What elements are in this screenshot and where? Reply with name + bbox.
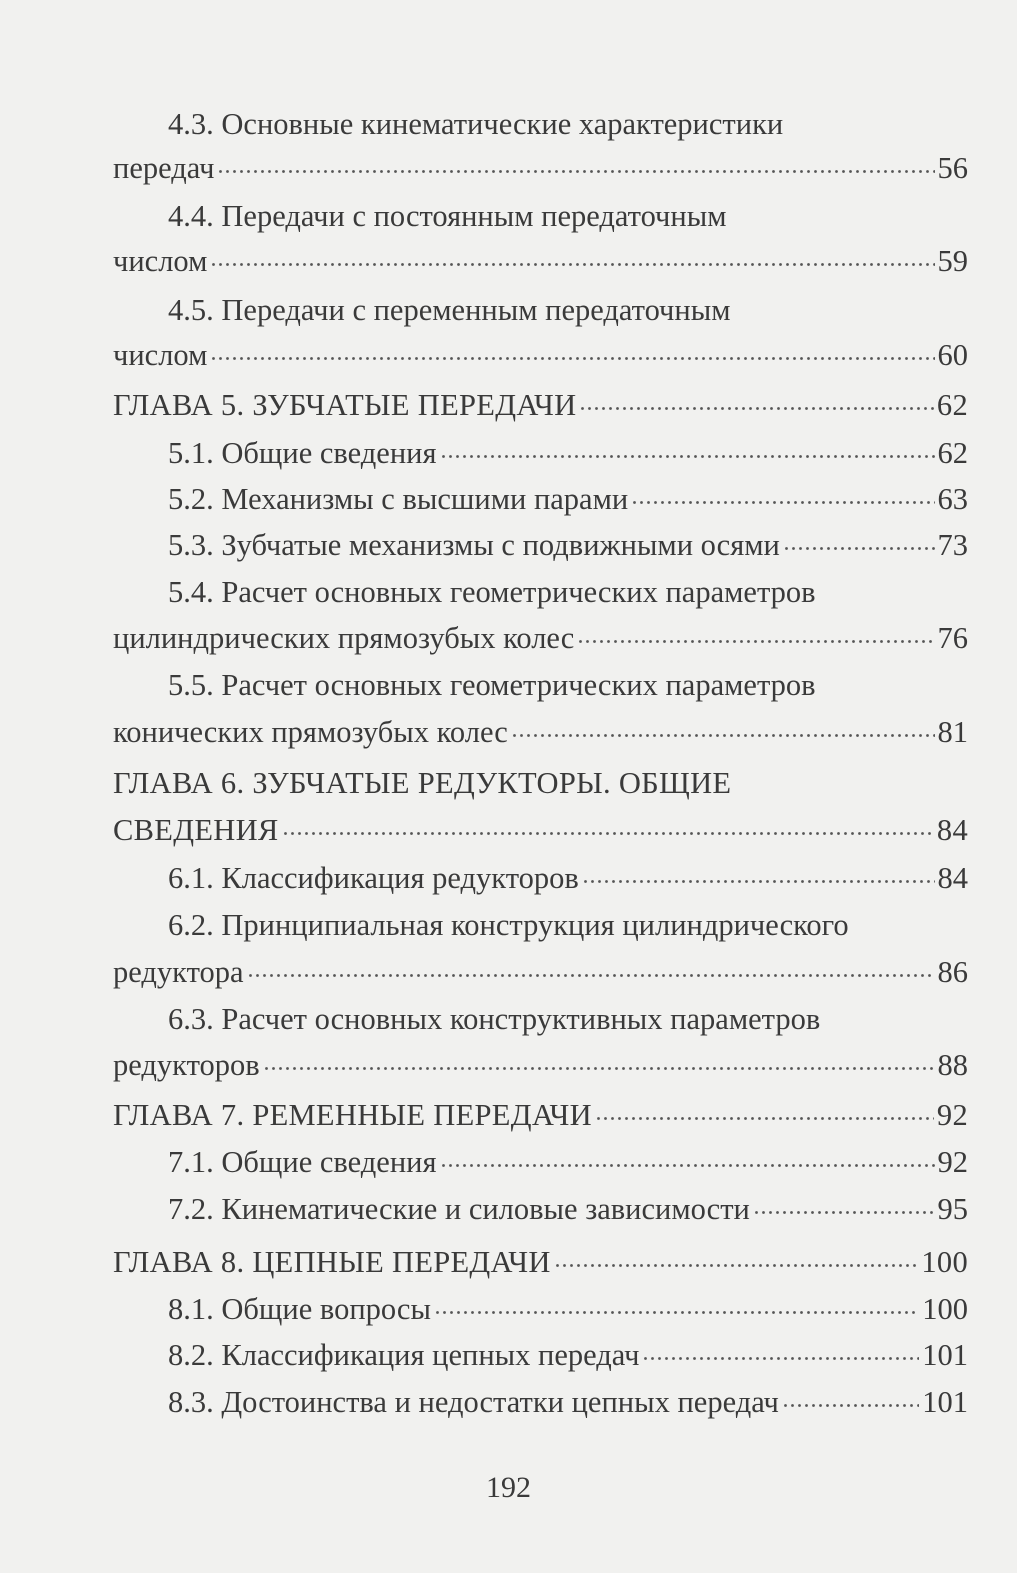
toc-entry-4-4 bbox=[168, 196, 968, 236]
toc-entry-text: 8.3. Достоинства и недостатки цепных передач bbox=[168, 1385, 779, 1419]
toc-entry-text: 7.2. Кинематические и силовые зависимости bbox=[168, 1192, 750, 1226]
toc-page-number: 81 bbox=[937, 715, 968, 749]
toc-entry-text: 6.2. Принципиальная конструкция цилиндрического bbox=[168, 908, 849, 942]
toc-entry-text: конических прямозубых колес bbox=[113, 715, 508, 749]
dot-leader bbox=[434, 1289, 919, 1319]
toc-entry-text: числом bbox=[113, 244, 208, 278]
toc-chapter-6 bbox=[113, 763, 968, 803]
toc-page-number: 60 bbox=[937, 338, 968, 372]
dot-leader bbox=[579, 385, 933, 415]
dot-leader bbox=[282, 810, 934, 840]
dot-leader bbox=[511, 712, 935, 742]
toc-entry-text: передач bbox=[113, 151, 215, 185]
dot-leader bbox=[642, 1335, 919, 1365]
toc-entry-text: ГЛАВА 5. ЗУБЧАТЫЕ ПЕРЕДАЧИ bbox=[113, 388, 577, 422]
toc-page-number: 86 bbox=[937, 955, 968, 989]
dot-leader bbox=[440, 433, 935, 463]
toc-page-number: 95 bbox=[937, 1192, 968, 1226]
dot-leader bbox=[595, 1095, 934, 1125]
toc-entry-text: ГЛАВА 6. ЗУБЧАТЫЕ РЕДУКТОРЫ. ОБЩИЕ bbox=[113, 766, 732, 800]
toc-entry-text: 5.2. Механизмы с высшими парами bbox=[168, 482, 629, 516]
toc-entry-text: редуктора bbox=[113, 955, 244, 989]
toc-entry-4-5 bbox=[168, 290, 968, 330]
toc-entry-text: числом bbox=[113, 338, 208, 372]
toc-entry-5-1 bbox=[168, 433, 968, 473]
dot-leader bbox=[440, 1142, 935, 1172]
toc-page-number: 92 bbox=[936, 1098, 968, 1132]
dot-leader bbox=[577, 618, 934, 648]
toc-entry-text: ГЛАВА 8. ЦЕПНЫЕ ПЕРЕДАЧИ bbox=[113, 1245, 551, 1279]
toc-page-number: 76 bbox=[937, 621, 968, 655]
toc-entry-text: 4.3. Основные кинематические характеристики bbox=[168, 107, 784, 141]
toc-entry-4-3 bbox=[168, 104, 968, 144]
toc-chapter-8 bbox=[113, 1242, 968, 1282]
toc-entry-text: 6.3. Расчет основных конструктивных параметров bbox=[168, 1002, 821, 1036]
toc-entry-5-4-cont bbox=[113, 618, 968, 658]
toc-entry-text: 5.3. Зубчатые механизмы с подвижными осями bbox=[168, 528, 780, 562]
toc-entry-8-1 bbox=[168, 1289, 968, 1329]
dot-leader bbox=[210, 241, 934, 271]
toc-entry-text: 6.1. Классификация редукторов bbox=[168, 861, 579, 895]
toc-entry-6-1 bbox=[168, 858, 968, 898]
toc-entry-text: 5.5. Расчет основных геометрических параметров bbox=[168, 668, 816, 702]
toc-page-number: 56 bbox=[937, 151, 968, 185]
dot-leader bbox=[554, 1242, 919, 1272]
toc-page-number: 101 bbox=[922, 1338, 968, 1372]
toc-entry-5-4 bbox=[168, 572, 968, 612]
toc-page-number: 84 bbox=[936, 813, 968, 847]
toc-page-number: 73 bbox=[937, 528, 968, 562]
toc-entry-text: 7.1. Общие сведения bbox=[168, 1145, 437, 1179]
toc-entry-text: ГЛАВА 7. РЕМЕННЫЕ ПЕРЕДАЧИ bbox=[113, 1098, 592, 1132]
toc-entry-7-1 bbox=[168, 1142, 968, 1182]
toc-entry-text: 5.1. Общие сведения bbox=[168, 436, 437, 470]
page-number: 192 bbox=[486, 1471, 531, 1504]
toc-page-number: 88 bbox=[937, 1048, 968, 1082]
toc-entry-text: 4.5. Передачи с переменным передаточным bbox=[168, 293, 731, 327]
toc-page-number: 101 bbox=[922, 1385, 968, 1419]
dot-leader bbox=[247, 952, 935, 982]
toc-entry-8-3 bbox=[168, 1382, 968, 1422]
toc-entry-4-3-cont bbox=[113, 148, 968, 188]
dot-leader bbox=[783, 525, 935, 555]
toc-page-number: 62 bbox=[936, 388, 968, 422]
toc-page-number: 59 bbox=[937, 244, 968, 278]
toc-entry-text: редукторов bbox=[113, 1048, 260, 1082]
toc-entry-text: 4.4. Передачи с постоянным передаточным bbox=[168, 199, 727, 233]
toc-page-number: 100 bbox=[922, 1292, 968, 1326]
toc-entry-8-2 bbox=[168, 1335, 968, 1375]
toc-entry-text: 8.1. Общие вопросы bbox=[168, 1292, 431, 1326]
dot-leader bbox=[217, 148, 934, 178]
toc-entry-6-2-cont bbox=[113, 952, 968, 992]
dot-leader bbox=[782, 1382, 919, 1412]
toc-entry-6-2 bbox=[168, 905, 968, 945]
dot-leader bbox=[582, 858, 935, 888]
toc-entry-6-3 bbox=[168, 999, 968, 1039]
toc-chapter-6-cont bbox=[113, 810, 968, 850]
toc-page-number: 62 bbox=[937, 436, 968, 470]
dot-leader bbox=[631, 479, 934, 509]
toc-entry-text: СВЕДЕНИЯ bbox=[113, 813, 279, 847]
dot-leader bbox=[263, 1045, 935, 1075]
toc-entry-text: цилиндрических прямозубых колес bbox=[113, 621, 575, 655]
toc-entry-5-5-cont bbox=[113, 712, 968, 752]
toc-page-number: 92 bbox=[937, 1145, 968, 1179]
toc-entry-4-4-cont bbox=[113, 241, 968, 281]
toc-entry-6-3-cont bbox=[113, 1045, 968, 1085]
toc-page-number: 100 bbox=[921, 1245, 968, 1279]
toc-page-number: 84 bbox=[937, 861, 968, 895]
dot-leader bbox=[210, 335, 934, 365]
toc-entry-text: 5.4. Расчет основных геометрических параметров bbox=[168, 575, 816, 609]
toc-page-number: 63 bbox=[937, 482, 968, 516]
toc-chapter-5 bbox=[113, 385, 968, 425]
toc-entry-5-5 bbox=[168, 665, 968, 705]
dot-leader bbox=[753, 1189, 935, 1219]
toc-entry-7-2 bbox=[168, 1189, 968, 1229]
toc-entry-5-3 bbox=[168, 525, 968, 565]
toc-entry-5-2 bbox=[168, 479, 968, 519]
toc-entry-4-5-cont bbox=[113, 335, 968, 375]
toc-entry-text: 8.2. Классификация цепных передач bbox=[168, 1338, 640, 1372]
toc-chapter-7 bbox=[113, 1095, 968, 1135]
